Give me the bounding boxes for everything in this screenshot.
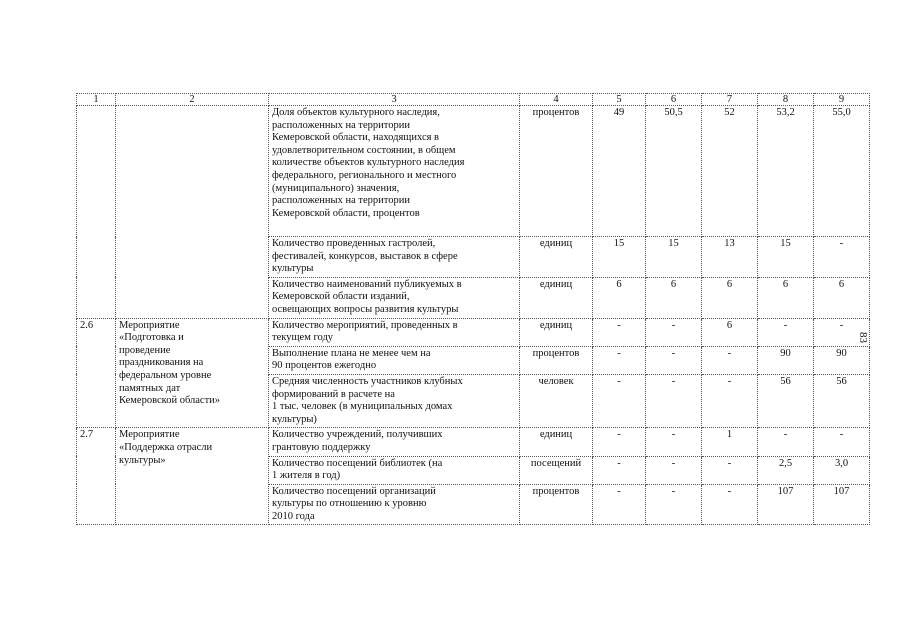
unit-cell: процентов	[520, 106, 593, 237]
value-cell: -	[814, 318, 870, 346]
column-header: 6	[646, 94, 702, 106]
value-cell: 50,5	[646, 106, 702, 237]
value-cell: 56	[758, 374, 814, 427]
row-number-cell	[77, 106, 116, 319]
value-cell: -	[646, 374, 702, 427]
indicator-cell	[269, 318, 520, 346]
unit-cell: единиц	[520, 277, 593, 318]
value-cell: -	[646, 484, 702, 525]
page-number: 83	[857, 332, 869, 343]
indicator-text: Количество учреждений, получивших грантовую поддержку	[272, 429, 443, 453]
value-cell: 6	[702, 318, 758, 346]
value-cell: 6	[758, 277, 814, 318]
value-cell: 90	[758, 346, 814, 374]
column-header: 3	[269, 94, 520, 106]
value-cell: -	[646, 346, 702, 374]
indicator-text: Средняя численность участников клубных формирований в расчете на 1 тыс. человек (в муниципальных домах культуры)	[272, 375, 463, 425]
event-text: Мероприятие «Подготовка и проведение праздникования на федеральном уровне памятных дат Кемеровской области»	[119, 319, 221, 407]
value-cell: 53,2	[758, 106, 814, 237]
indicator-cell	[269, 374, 520, 427]
value-cell: -	[702, 456, 758, 484]
event-cell	[116, 318, 269, 428]
value-cell: 13	[702, 237, 758, 278]
value-cell: -	[646, 456, 702, 484]
indicator-cell	[269, 346, 520, 374]
value-cell: -	[593, 484, 646, 525]
value-cell: 107	[758, 484, 814, 525]
value-cell: -	[646, 318, 702, 346]
value-cell: -	[646, 428, 702, 456]
value-cell: -	[702, 374, 758, 427]
value-cell: 6	[646, 277, 702, 318]
indicator-text: Выполнение плана не менее чем на 90 процентов ежегодно	[272, 347, 431, 372]
value-cell: -	[702, 346, 758, 374]
column-header: 8	[758, 94, 814, 106]
indicator-text: Доля объектов культурного наследия, расположенных на территории Кемеровской области, находящихся в удовлетворительном состоянии, в общем количестве объектов культурного наследия федерального, регионального и местного (муниципального) значения, расположенных на территории Кемеровской области, процентов	[272, 107, 465, 219]
column-header: 7	[702, 94, 758, 106]
value-cell: -	[593, 428, 646, 456]
value-cell: -	[593, 456, 646, 484]
column-header: 1	[77, 94, 116, 106]
indicator-text: Количество посещений организаций культуры по отношению к уровню 2010 года	[272, 485, 436, 522]
column-header: 5	[593, 94, 646, 106]
column-header: 2	[116, 94, 269, 106]
value-cell: -	[814, 237, 870, 278]
value-cell: 15	[646, 237, 702, 278]
value-cell: 15	[758, 237, 814, 278]
value-cell: -	[758, 428, 814, 456]
indicator-text: Количество наименований публикуемых в Кемеровской области изданий, освещающих вопросы развития культуры	[272, 278, 462, 315]
unit-cell: единиц	[520, 237, 593, 278]
table-header-row	[77, 94, 870, 106]
value-cell: 6	[814, 277, 870, 318]
event-cell	[116, 106, 269, 319]
indicator-cell	[269, 106, 520, 237]
event-cell	[116, 428, 269, 525]
table-row	[77, 428, 870, 456]
value-cell: -	[758, 318, 814, 346]
value-cell: 90	[814, 346, 870, 374]
value-cell: -	[702, 484, 758, 525]
indicator-cell	[269, 237, 520, 278]
table-row	[77, 318, 870, 346]
indicator-text: Количество проведенных гастролей, фестивалей, конкурсов, выставок в сфере культуры	[272, 238, 458, 275]
unit-cell: процентов	[520, 346, 593, 374]
value-cell: -	[593, 318, 646, 346]
indicator-cell	[269, 484, 520, 525]
indicator-cell	[269, 456, 520, 484]
column-header: 4	[520, 94, 593, 106]
unit-cell: человек	[520, 374, 593, 427]
unit-cell: единиц	[520, 318, 593, 346]
indicator-text: Количество мероприятий, проведенных в текущем году	[272, 319, 458, 344]
indicator-text: Количество посещений библиотек (на 1 жителя в год)	[272, 457, 443, 482]
unit-cell: процентов	[520, 484, 593, 525]
indicators-table	[76, 93, 870, 525]
unit-cell: единиц	[520, 428, 593, 456]
value-cell: 55,0	[814, 106, 870, 237]
table-row	[77, 106, 870, 237]
column-header: 9	[814, 94, 870, 106]
event-text: Мероприятие «Поддержка отрасли культуры»	[119, 429, 213, 466]
value-cell: 2,5	[758, 456, 814, 484]
indicator-cell	[269, 277, 520, 318]
value-cell: 52	[702, 106, 758, 237]
value-cell: 6	[702, 277, 758, 318]
value-cell: 56	[814, 374, 870, 427]
value-cell: 1	[702, 428, 758, 456]
row-number-cell: 2.6	[77, 318, 116, 428]
value-cell: 49	[593, 106, 646, 237]
value-cell: -	[593, 374, 646, 427]
row-number-cell: 2.7	[77, 428, 116, 525]
value-cell: -	[814, 428, 870, 456]
indicator-cell	[269, 428, 520, 456]
value-cell: -	[593, 346, 646, 374]
value-cell: 3,0	[814, 456, 870, 484]
unit-cell: посещений	[520, 456, 593, 484]
value-cell: 6	[593, 277, 646, 318]
value-cell: 15	[593, 237, 646, 278]
value-cell: 107	[814, 484, 870, 525]
